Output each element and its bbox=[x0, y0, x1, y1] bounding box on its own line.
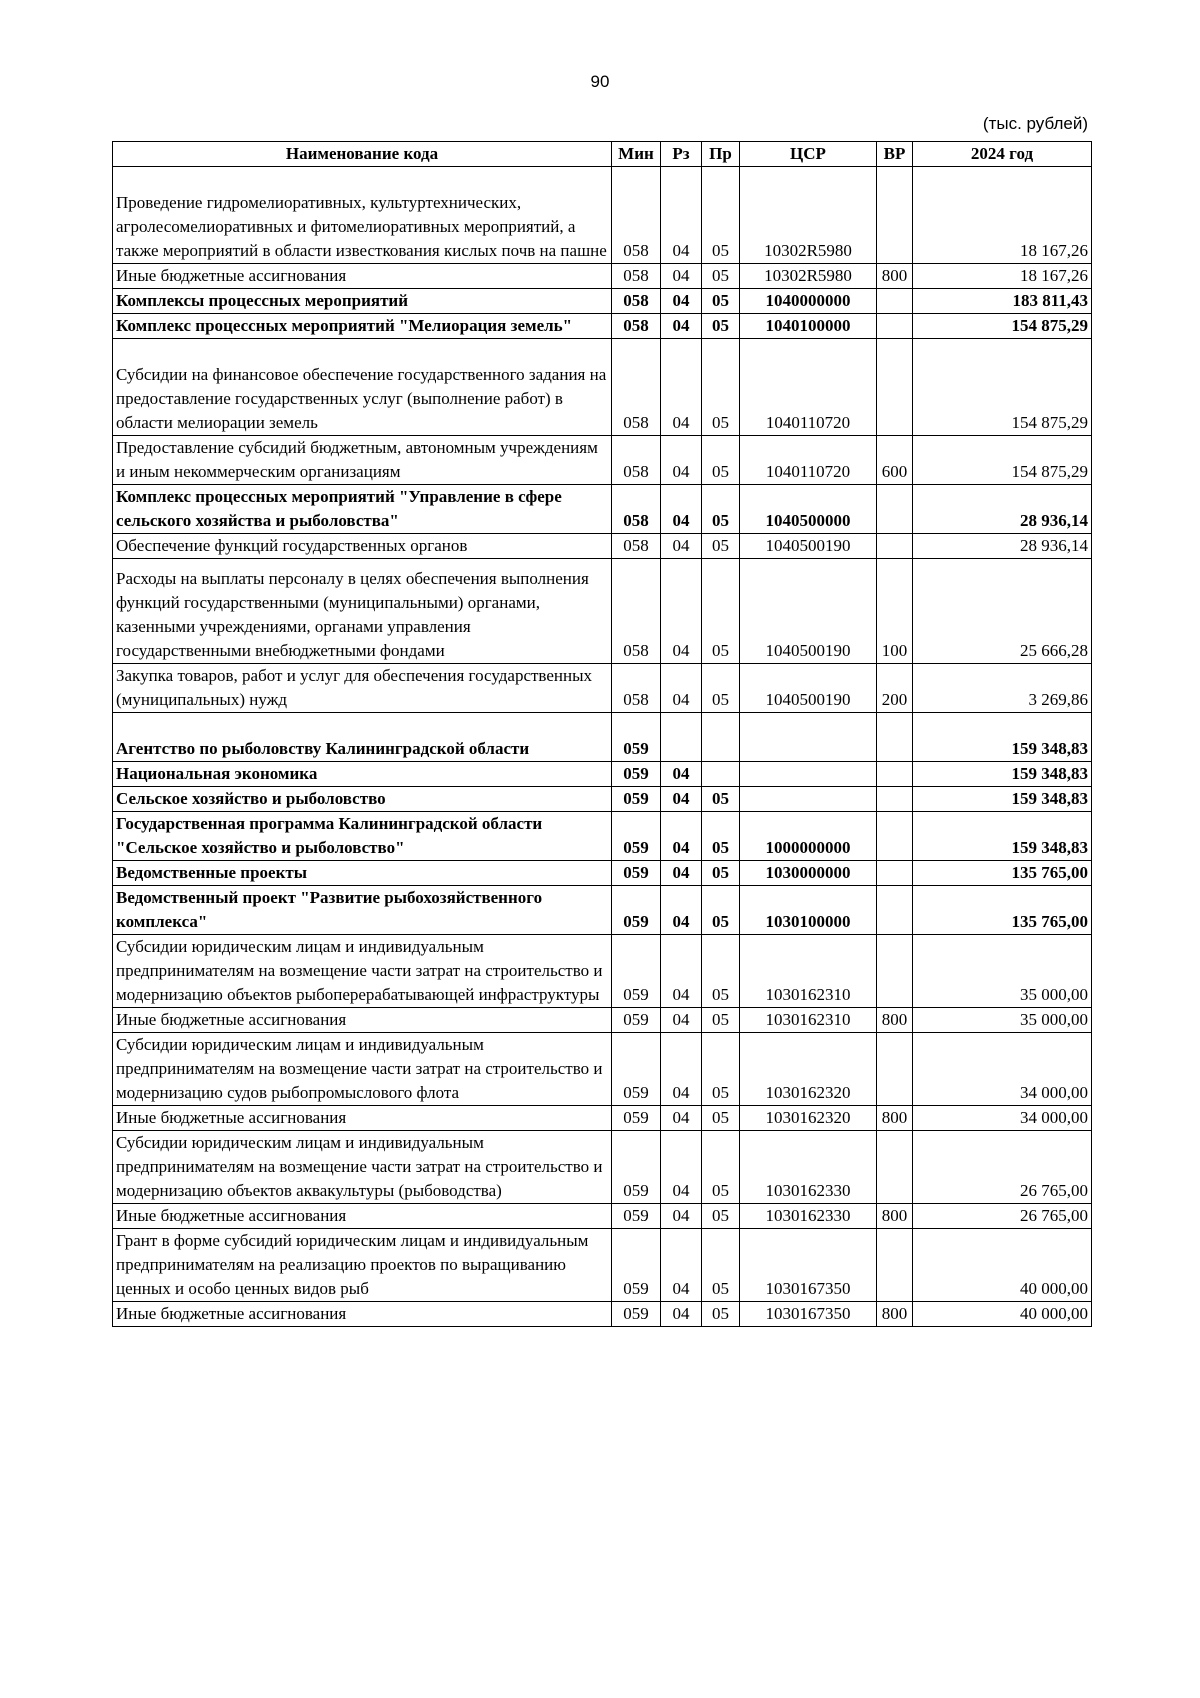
cell-min: 059 bbox=[612, 1008, 661, 1033]
cell-rz: 04 bbox=[661, 861, 702, 886]
cell-min: 058 bbox=[612, 534, 661, 559]
header-csr: ЦСР bbox=[740, 142, 877, 167]
cell-amount: 159 348,83 bbox=[913, 787, 1092, 812]
cell-pr: 05 bbox=[702, 485, 740, 534]
cell-csr: 1030167350 bbox=[740, 1229, 877, 1302]
cell-pr: 05 bbox=[702, 1204, 740, 1229]
cell-csr: 1030167350 bbox=[740, 1302, 877, 1327]
cell-vr bbox=[877, 534, 913, 559]
cell-rz: 04 bbox=[661, 436, 702, 485]
cell-rz: 04 bbox=[661, 339, 702, 436]
cell-csr: 1030100000 bbox=[740, 886, 877, 935]
cell-min: 058 bbox=[612, 167, 661, 264]
cell-rz: 04 bbox=[661, 762, 702, 787]
cell-vr bbox=[877, 861, 913, 886]
cell-rz: 04 bbox=[661, 534, 702, 559]
cell-vr bbox=[877, 314, 913, 339]
cell-rz: 04 bbox=[661, 1008, 702, 1033]
cell-rz: 04 bbox=[661, 264, 702, 289]
cell-pr: 05 bbox=[702, 289, 740, 314]
cell-vr bbox=[877, 339, 913, 436]
cell-vr bbox=[877, 1131, 913, 1204]
cell-amount: 154 875,29 bbox=[913, 339, 1092, 436]
cell-amount: 28 936,14 bbox=[913, 485, 1092, 534]
cell-vr bbox=[877, 1229, 913, 1302]
cell-amount: 26 765,00 bbox=[913, 1131, 1092, 1204]
cell-amount: 135 765,00 bbox=[913, 861, 1092, 886]
cell-amount: 28 936,14 bbox=[913, 534, 1092, 559]
cell-name: Национальная экономика bbox=[113, 762, 612, 787]
cell-name: Субсидии юридическим лицам и индивидуальным предпринимателям на возмещение части затрат на строительство и модернизацию объектов аквакультуры (рыбоводства) bbox=[113, 1131, 612, 1204]
table-row bbox=[113, 762, 1092, 787]
cell-pr: 05 bbox=[702, 1008, 740, 1033]
cell-vr: 800 bbox=[877, 1204, 913, 1229]
cell-rz: 04 bbox=[661, 1229, 702, 1302]
cell-vr bbox=[877, 485, 913, 534]
cell-csr: 1040500190 bbox=[740, 559, 877, 664]
cell-csr bbox=[740, 713, 877, 762]
cell-rz: 04 bbox=[661, 1033, 702, 1106]
table-row bbox=[113, 886, 1092, 935]
cell-name: Агентство по рыболовству Калининградской области bbox=[113, 713, 612, 762]
cell-rz: 04 bbox=[661, 664, 702, 713]
cell-min: 058 bbox=[612, 436, 661, 485]
table-row bbox=[113, 264, 1092, 289]
cell-min: 059 bbox=[612, 1106, 661, 1131]
cell-min: 059 bbox=[612, 935, 661, 1008]
cell-pr bbox=[702, 762, 740, 787]
table-row bbox=[113, 167, 1092, 264]
cell-csr: 1040110720 bbox=[740, 339, 877, 436]
cell-vr: 100 bbox=[877, 559, 913, 664]
cell-pr: 05 bbox=[702, 935, 740, 1008]
cell-vr bbox=[877, 787, 913, 812]
cell-name: Комплексы процессных мероприятий bbox=[113, 289, 612, 314]
cell-pr: 05 bbox=[702, 436, 740, 485]
cell-csr: 1040500190 bbox=[740, 534, 877, 559]
table-row bbox=[113, 1033, 1092, 1106]
cell-rz: 04 bbox=[661, 1302, 702, 1327]
cell-amount: 26 765,00 bbox=[913, 1204, 1092, 1229]
cell-amount: 3 269,86 bbox=[913, 664, 1092, 713]
cell-pr: 05 bbox=[702, 886, 740, 935]
cell-min: 058 bbox=[612, 314, 661, 339]
cell-rz: 04 bbox=[661, 289, 702, 314]
table-row bbox=[113, 485, 1092, 534]
cell-pr: 05 bbox=[702, 167, 740, 264]
cell-min: 059 bbox=[612, 1229, 661, 1302]
cell-vr bbox=[877, 713, 913, 762]
cell-min: 059 bbox=[612, 762, 661, 787]
cell-min: 058 bbox=[612, 559, 661, 664]
cell-amount: 154 875,29 bbox=[913, 436, 1092, 485]
cell-vr: 800 bbox=[877, 1106, 913, 1131]
cell-csr: 10302R5980 bbox=[740, 264, 877, 289]
header-name: Наименование кода bbox=[113, 142, 612, 167]
cell-pr bbox=[702, 713, 740, 762]
cell-name: Комплекс процессных мероприятий "Мелиорация земель" bbox=[113, 314, 612, 339]
cell-amount: 35 000,00 bbox=[913, 1008, 1092, 1033]
cell-vr bbox=[877, 1033, 913, 1106]
cell-rz: 04 bbox=[661, 886, 702, 935]
cell-amount: 183 811,43 bbox=[913, 289, 1092, 314]
cell-rz: 04 bbox=[661, 935, 702, 1008]
table-row bbox=[113, 1302, 1092, 1327]
cell-name: Государственная программа Калининградской области "Сельское хозяйство и рыболовство" bbox=[113, 812, 612, 861]
cell-min: 058 bbox=[612, 264, 661, 289]
budget-table bbox=[112, 141, 1092, 1327]
table-row bbox=[113, 559, 1092, 664]
table-row bbox=[113, 339, 1092, 436]
cell-pr: 05 bbox=[702, 264, 740, 289]
cell-amount: 40 000,00 bbox=[913, 1229, 1092, 1302]
cell-name: Предоставление субсидий бюджетным, автономным учреждениям и иным некоммерческим организациям bbox=[113, 436, 612, 485]
table-body bbox=[113, 167, 1092, 1327]
cell-vr bbox=[877, 762, 913, 787]
header-vr: ВР bbox=[877, 142, 913, 167]
table-header-row bbox=[113, 142, 1092, 167]
cell-min: 059 bbox=[612, 1131, 661, 1204]
cell-amount: 135 765,00 bbox=[913, 886, 1092, 935]
cell-amount: 34 000,00 bbox=[913, 1033, 1092, 1106]
cell-min: 058 bbox=[612, 339, 661, 436]
cell-vr: 800 bbox=[877, 264, 913, 289]
cell-min: 059 bbox=[612, 713, 661, 762]
header-rz: Рз bbox=[661, 142, 702, 167]
cell-pr: 05 bbox=[702, 1302, 740, 1327]
cell-vr: 800 bbox=[877, 1302, 913, 1327]
cell-rz: 04 bbox=[661, 314, 702, 339]
cell-csr: 1040500190 bbox=[740, 664, 877, 713]
table-row bbox=[113, 787, 1092, 812]
cell-name: Расходы на выплаты персоналу в целях обеспечения выполнения функций государственными (муниципальными) органами, казенными учреждениями, органами управления государственными внебюджетными фондами bbox=[113, 559, 612, 664]
header-year: 2024 год bbox=[913, 142, 1092, 167]
cell-csr: 10302R5980 bbox=[740, 167, 877, 264]
cell-min: 059 bbox=[612, 886, 661, 935]
cell-csr: 1040000000 bbox=[740, 289, 877, 314]
table-row bbox=[113, 1131, 1092, 1204]
cell-vr bbox=[877, 167, 913, 264]
cell-pr: 05 bbox=[702, 861, 740, 886]
cell-name: Иные бюджетные ассигнования bbox=[113, 264, 612, 289]
cell-name: Сельское хозяйство и рыболовство bbox=[113, 787, 612, 812]
table-row bbox=[113, 1106, 1092, 1131]
cell-csr bbox=[740, 762, 877, 787]
cell-name: Субсидии юридическим лицам и индивидуальным предпринимателям на возмещение части затрат на строительство и модернизацию объектов рыбоперерабатывающей инфраструктуры bbox=[113, 935, 612, 1008]
cell-rz: 04 bbox=[661, 1131, 702, 1204]
table-row bbox=[113, 1008, 1092, 1033]
table-row bbox=[113, 1204, 1092, 1229]
cell-csr: 1000000000 bbox=[740, 812, 877, 861]
cell-rz: 04 bbox=[661, 485, 702, 534]
table-row bbox=[113, 1229, 1092, 1302]
cell-amount: 40 000,00 bbox=[913, 1302, 1092, 1327]
cell-rz: 04 bbox=[661, 559, 702, 664]
cell-name: Грант в форме субсидий юридическим лицам и индивидуальным предпринимателям на реализацию проектов по выращиванию ценных и особо ценных видов рыб bbox=[113, 1229, 612, 1302]
cell-rz: 04 bbox=[661, 812, 702, 861]
header-min: Мин bbox=[612, 142, 661, 167]
cell-name: Закупка товаров, работ и услуг для обеспечения государственных (муниципальных) нужд bbox=[113, 664, 612, 713]
cell-csr: 1030162320 bbox=[740, 1033, 877, 1106]
cell-min: 059 bbox=[612, 1033, 661, 1106]
cell-csr: 1040500000 bbox=[740, 485, 877, 534]
cell-amount: 159 348,83 bbox=[913, 812, 1092, 861]
cell-min: 059 bbox=[612, 812, 661, 861]
cell-rz: 04 bbox=[661, 787, 702, 812]
header-pr: Пр bbox=[702, 142, 740, 167]
table-row bbox=[113, 534, 1092, 559]
cell-csr: 1030162310 bbox=[740, 1008, 877, 1033]
cell-amount: 18 167,26 bbox=[913, 167, 1092, 264]
cell-name: Иные бюджетные ассигнования bbox=[113, 1204, 612, 1229]
cell-csr: 1030162330 bbox=[740, 1131, 877, 1204]
table-row bbox=[113, 861, 1092, 886]
page-number: 90 bbox=[590, 72, 610, 91]
cell-name: Комплекс процессных мероприятий "Управление в сфере сельского хозяйства и рыболовства" bbox=[113, 485, 612, 534]
cell-pr: 05 bbox=[702, 314, 740, 339]
cell-vr bbox=[877, 935, 913, 1008]
cell-csr: 1040110720 bbox=[740, 436, 877, 485]
cell-vr bbox=[877, 886, 913, 935]
cell-rz bbox=[661, 713, 702, 762]
cell-amount: 34 000,00 bbox=[913, 1106, 1092, 1131]
cell-min: 058 bbox=[612, 485, 661, 534]
cell-pr: 05 bbox=[702, 664, 740, 713]
cell-name: Иные бюджетные ассигнования bbox=[113, 1106, 612, 1131]
cell-amount: 25 666,28 bbox=[913, 559, 1092, 664]
cell-pr: 05 bbox=[702, 1131, 740, 1204]
cell-vr bbox=[877, 289, 913, 314]
cell-pr: 05 bbox=[702, 534, 740, 559]
cell-pr: 05 bbox=[702, 812, 740, 861]
cell-csr: 1030162310 bbox=[740, 935, 877, 1008]
cell-rz: 04 bbox=[661, 1106, 702, 1131]
cell-csr: 1030162320 bbox=[740, 1106, 877, 1131]
cell-min: 059 bbox=[612, 1204, 661, 1229]
cell-pr: 05 bbox=[702, 1106, 740, 1131]
cell-name: Ведомственный проект "Развитие рыбохозяйственного комплекса" bbox=[113, 886, 612, 935]
cell-amount: 18 167,26 bbox=[913, 264, 1092, 289]
cell-csr: 1040100000 bbox=[740, 314, 877, 339]
cell-pr: 05 bbox=[702, 1229, 740, 1302]
cell-min: 059 bbox=[612, 861, 661, 886]
cell-name: Иные бюджетные ассигнования bbox=[113, 1008, 612, 1033]
cell-pr: 05 bbox=[702, 339, 740, 436]
cell-vr: 600 bbox=[877, 436, 913, 485]
cell-name: Проведение гидромелиоративных, культуртехнических, агролесомелиоративных и фитомелиоративных мероприятий, а также мероприятий в области известкования кислых почв на пашне bbox=[113, 167, 612, 264]
cell-csr: 1030000000 bbox=[740, 861, 877, 886]
cell-min: 058 bbox=[612, 289, 661, 314]
cell-name: Субсидии юридическим лицам и индивидуальным предпринимателям на возмещение части затрат на строительство и модернизацию судов рыбопромыслового флота bbox=[113, 1033, 612, 1106]
cell-rz: 04 bbox=[661, 167, 702, 264]
cell-amount: 159 348,83 bbox=[913, 713, 1092, 762]
cell-min: 059 bbox=[612, 1302, 661, 1327]
cell-rz: 04 bbox=[661, 1204, 702, 1229]
cell-name: Ведомственные проекты bbox=[113, 861, 612, 886]
table-row bbox=[113, 664, 1092, 713]
table-row bbox=[113, 713, 1092, 762]
cell-name: Иные бюджетные ассигнования bbox=[113, 1302, 612, 1327]
cell-amount: 159 348,83 bbox=[913, 762, 1092, 787]
cell-amount: 154 875,29 bbox=[913, 314, 1092, 339]
cell-vr: 200 bbox=[877, 664, 913, 713]
cell-csr: 1030162330 bbox=[740, 1204, 877, 1229]
cell-pr: 05 bbox=[702, 787, 740, 812]
table-row bbox=[113, 289, 1092, 314]
cell-vr bbox=[877, 812, 913, 861]
cell-pr: 05 bbox=[702, 1033, 740, 1106]
cell-name: Обеспечение функций государственных органов bbox=[113, 534, 612, 559]
table-row bbox=[113, 436, 1092, 485]
units-label: (тыс. рублей) bbox=[982, 114, 1088, 133]
table-row bbox=[113, 812, 1092, 861]
table-row bbox=[113, 314, 1092, 339]
cell-pr: 05 bbox=[702, 559, 740, 664]
cell-vr: 800 bbox=[877, 1008, 913, 1033]
table-row bbox=[113, 935, 1092, 1008]
cell-amount: 35 000,00 bbox=[913, 935, 1092, 1008]
cell-min: 059 bbox=[612, 787, 661, 812]
cell-csr bbox=[740, 787, 877, 812]
cell-name: Субсидии на финансовое обеспечение государственного задания на предоставление государственных услуг (выполнение работ) в области мелиорации земель bbox=[113, 339, 612, 436]
cell-min: 058 bbox=[612, 664, 661, 713]
